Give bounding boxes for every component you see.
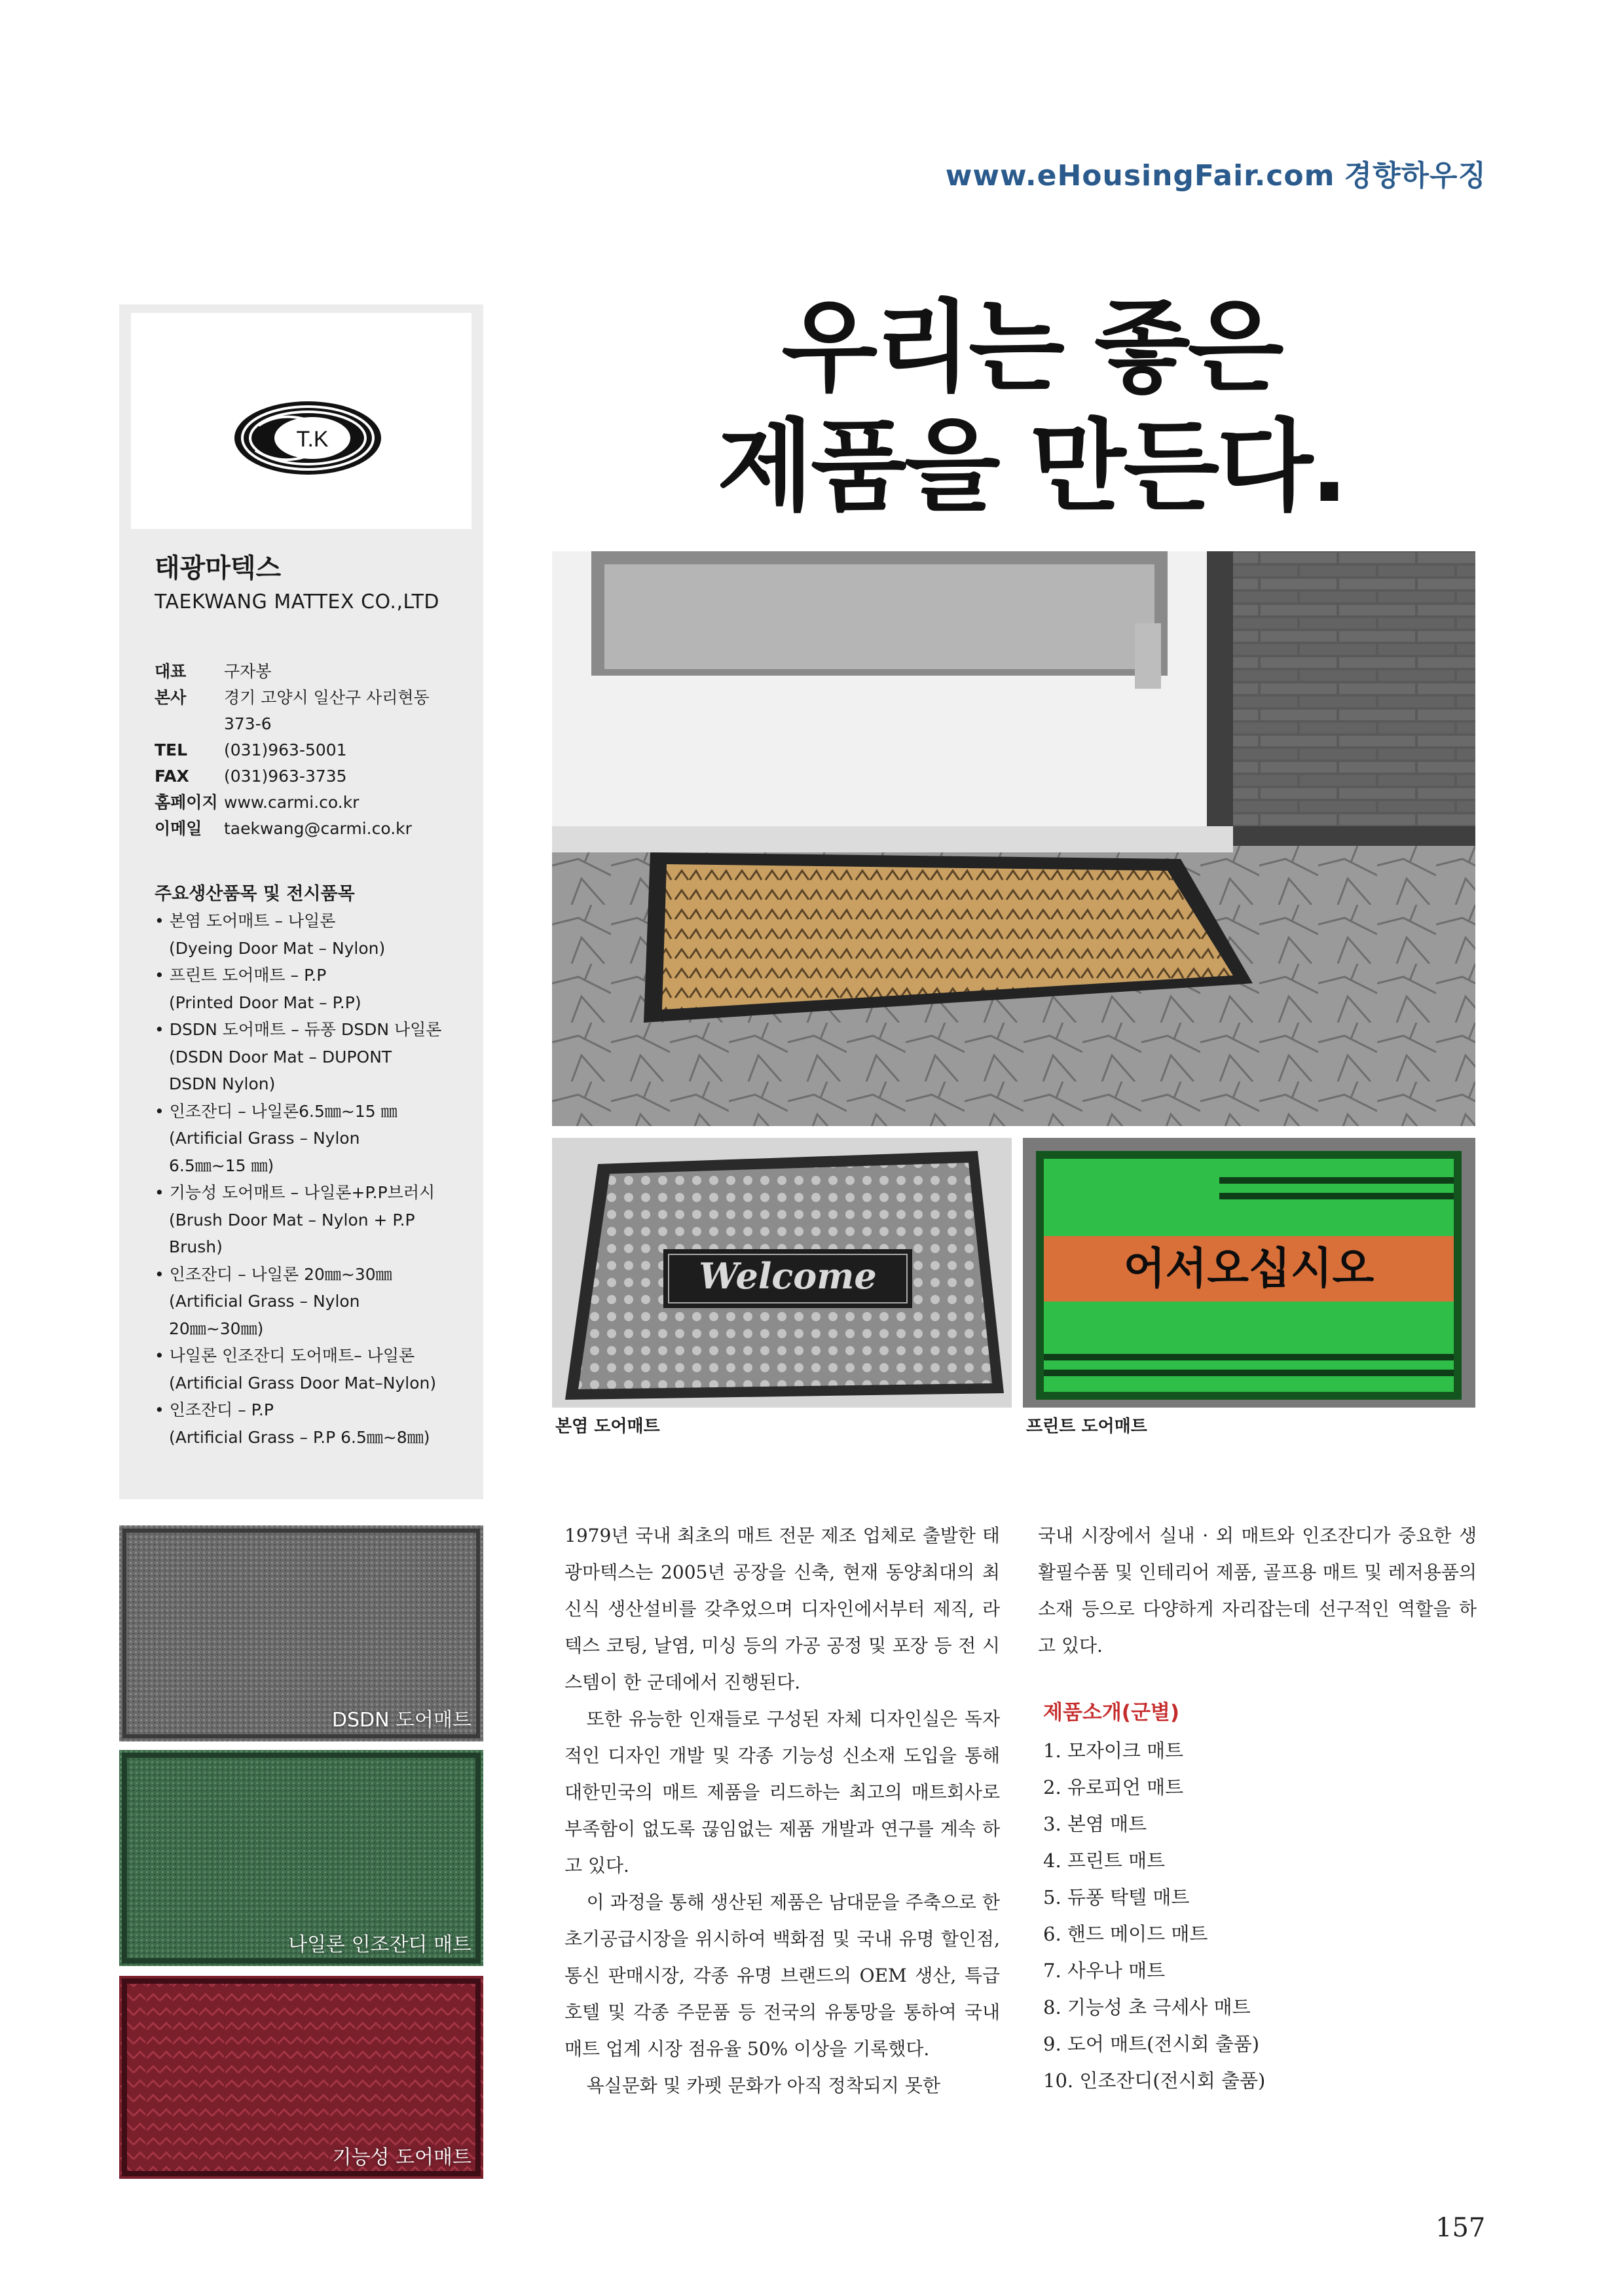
product-item: (Dyeing Door Mat – Nylon) [169, 938, 386, 958]
swatch-label: 나일론 인조잔디 매트 [288, 1933, 471, 1956]
info-value: (031)963-3735 [224, 767, 347, 786]
swatch-label: 기능성 도어매트 [332, 2146, 471, 2169]
company-logo [232, 399, 383, 477]
list-item: 6. 핸드 메이드 매트 [1043, 1923, 1208, 1945]
products-heading: 주요생산품목 및 전시품목 [155, 884, 355, 904]
site-url[interactable]: www.eHousingFair.com [945, 159, 1335, 192]
info-label: 대표 [155, 662, 187, 681]
info-tel [155, 737, 347, 763]
info-label: 이메일 [155, 819, 202, 838]
info-label: 본사 [155, 688, 187, 707]
product-item: (Artificial Grass – P.P 6.5㎜~8㎜) [169, 1427, 430, 1447]
product-item: • 인조잔디 – 나일론6.5㎜~15 ㎜ [155, 1101, 397, 1121]
swatch-label: DSDN 도어매트 [331, 1709, 471, 1732]
list-item: 3. 본염 매트 [1043, 1813, 1147, 1835]
article-paragraph: 또한 유능한 인재들로 구성된 자체 디자인실은 독자적인 디자인 개발 및 각종 기능성 신소재 도입을 통해 대한민국의 매트 제품을 리드하는 최고의 매트회사로 부족함이 없도록 끊임없는 제품 개발과 연구를 계속 하고 있다. [564, 1708, 1000, 1876]
product-item: (Artificial Grass Door Mat–Nylon) [169, 1373, 437, 1393]
info-fax [155, 763, 347, 790]
info-label: 홈페이지 [155, 793, 218, 812]
info-address-2 [155, 711, 272, 737]
functional-mat-swatch [119, 1976, 483, 2179]
info-label: FAX [155, 767, 189, 786]
info-ceo [155, 659, 271, 685]
dsdn-mat-swatch [119, 1525, 483, 1741]
welcome-mat-photo [552, 1138, 1012, 1408]
list-item: 8. 기능성 초 극세사 매트 [1043, 1996, 1251, 2018]
list-item: 10. 인조잔디(전시회 출품) [1043, 2069, 1266, 2092]
product-item: (Printed Door Mat – P.P) [169, 993, 361, 1012]
info-email [155, 816, 412, 842]
product-item: • 나일론 인조잔디 도어매트– 나일론 [155, 1346, 415, 1365]
email-link[interactable]: taekwang@carmi.co.kr [224, 819, 412, 838]
product-item: (DSDN Door Mat – DUPONT [169, 1047, 392, 1066]
product-item: • 기능성 도어매트 – 나일론+P.P브러시 [155, 1183, 435, 1202]
product-item: • 인조잔디 – P.P [155, 1400, 274, 1419]
info-value: 경기 고양시 일산구 사리현동 [224, 688, 430, 707]
product-item: • 본염 도어매트 – 나일론 [155, 911, 336, 930]
grass-mat-swatch [119, 1750, 483, 1966]
info-value: 373-6 [224, 714, 272, 733]
list-item: 4. 프린트 매트 [1043, 1850, 1166, 1872]
product-intro-heading: 제품소개(군별) [1043, 1701, 1180, 1724]
welcome-mat-caption: 본염 도어매트 [555, 1417, 660, 1436]
article-body-left [564, 1518, 1000, 2104]
product-item: 6.5㎜~15 ㎜) [169, 1156, 274, 1175]
printed-mat-photo [1023, 1138, 1475, 1408]
info-label: TEL [155, 740, 188, 759]
website-header [946, 152, 1486, 194]
product-item: • 프린트 도어매트 – P.P [155, 966, 327, 985]
list-item: 5. 듀퐁 탁텔 매트 [1043, 1886, 1190, 1908]
list-item: 7. 사우나 매트 [1043, 1959, 1166, 1982]
info-homepage [155, 790, 359, 816]
products-list [155, 907, 475, 1451]
article-body-right [1038, 1518, 1477, 1664]
product-item: (Artificial Grass – Nylon [169, 1129, 360, 1148]
product-item: • DSDN 도어매트 – 듀퐁 DSDN 나일론 [155, 1020, 442, 1039]
product-intro-list [1043, 1732, 1265, 2099]
publication-name: 경향하우징 [1344, 159, 1486, 192]
printed-mat-caption: 프린트 도어매트 [1026, 1417, 1147, 1436]
list-item: 1. 모자이크 매트 [1043, 1740, 1184, 1762]
homepage-link[interactable]: www.carmi.co.kr [224, 793, 360, 812]
product-item: • 인조잔디 – 나일론 20㎜~30㎜ [155, 1264, 392, 1284]
product-item: 20㎜~30㎜) [169, 1319, 264, 1338]
list-item: 9. 도어 매트(전시회 출품) [1043, 2033, 1260, 2055]
printed-mat-text: 어서오십시오 [1123, 1243, 1375, 1294]
headline-line-2: 제품을 만든다. [717, 409, 1346, 524]
page-number: 157 [1435, 2213, 1486, 2243]
article-paragraph: 욕실문화 및 카펫 문화가 아직 정착되지 못한 [586, 2075, 940, 2096]
info-value: (031)963-5001 [224, 740, 347, 759]
product-item: (Artificial Grass – Nylon [169, 1292, 360, 1311]
product-item: DSDN Nylon) [169, 1074, 276, 1093]
article-paragraph: 이 과정을 통해 생산된 제품은 남대문을 주축으로 한 초기공급시장을 위시하여 백화점 및 국내 유명 할인점, 통신 판매시장, 각종 유명 브랜드의 OEM 생산, 특급 호텔 및 각종 주문품 등 전국의 유통망을 통하여 국내 매트 업계 시장 점유율 50% 이상을 기록했다. [564, 1891, 1000, 2060]
company-name-kr: 태광마텍스 [155, 553, 282, 583]
list-item: 2. 유로피언 매트 [1043, 1776, 1184, 1798]
company-name-en: TAEKWANG MATTEX CO.,LTD [155, 591, 440, 613]
article-paragraph: 1979년 국내 최초의 매트 전문 제조 업체로 출발한 태광마텍스는 2005년 공장을 신축, 현재 동양최대의 최신식 생산설비를 갖추었으며 디자인에서부터 제직, 라텍스 코팅, 날염, 미싱 등의 가공 공정 및 포장 등 전 시스템이 한 군데에서 진행된다. [564, 1525, 1000, 1693]
article-paragraph: 국내 시장에서 실내 · 외 매트와 인조잔디가 중요한 생활필수품 및 인테리어 제품, 골프용 매트 및 레저용품의 소재 등으로 다양하게 자리잡는데 선구적인 역할을 하고 있다. [1038, 1525, 1477, 1656]
info-address [155, 685, 430, 711]
doormat-entrance-photo [552, 551, 1475, 1126]
welcome-mat-text: Welcome [699, 1255, 877, 1297]
product-item: Brush) [169, 1237, 223, 1256]
info-value: 구자봉 [224, 662, 272, 681]
logo-text: T.K [296, 427, 329, 452]
product-item: (Brush Door Mat – Nylon + P.P [169, 1210, 415, 1230]
page-headline [661, 288, 1401, 526]
headline-line-1: 우리는 좋은 [781, 289, 1282, 405]
